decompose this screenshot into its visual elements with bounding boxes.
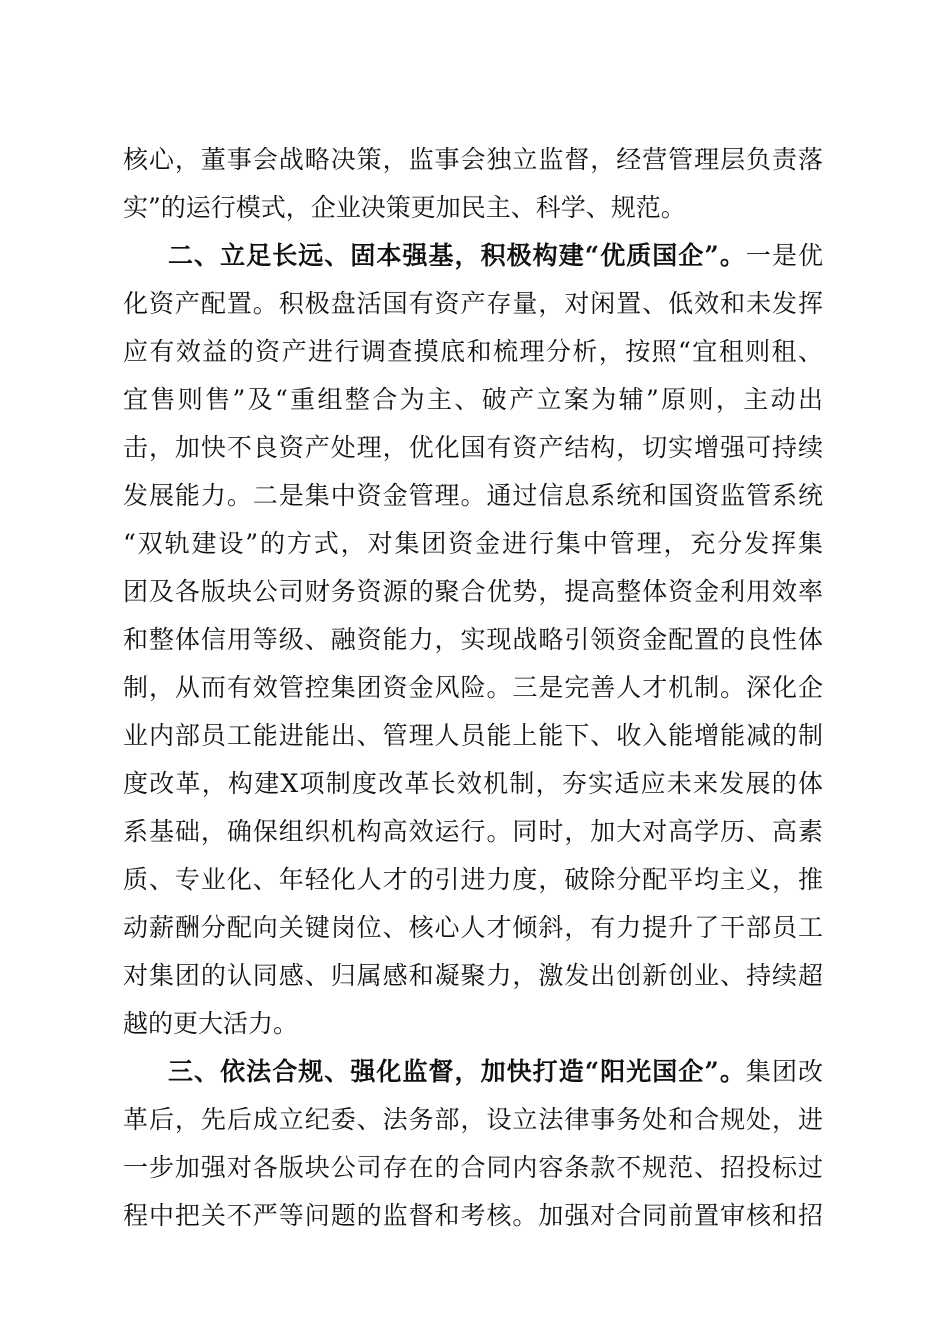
- text-line: 击，加快不良资产处理，优化国有资产结构，切实增强可持续: [123, 433, 823, 462]
- text-line: 发展能力。二是集中资金管理。通过信息系统和国资监管系统: [123, 481, 823, 510]
- text-line: 越的更大活力。: [123, 1009, 299, 1038]
- text-line: 应有效益的资产进行调查摸底和梳理分析，按照“宜租则租、: [123, 337, 823, 366]
- text-run: 一是优: [745, 241, 823, 270]
- text-line: 核心，董事会战略决策，监事会独立监督，经营管理层负责落: [123, 145, 823, 174]
- section-heading: 二、立足长远、固本强基，积极构建“优质国企”。: [168, 241, 746, 270]
- text-line: “双轨建设”的方式，对集团资金进行集中管理，充分发挥集: [123, 529, 823, 558]
- text-line: 和整体信用等级、融资能力，实现战略引领资金配置的良性体: [123, 625, 823, 654]
- text-line: 业内部员工能进能出、管理人员能上能下、收入能增能减的制: [123, 721, 823, 750]
- text-line: 系基础，确保组织机构高效运行。同时，加大对高学历、高素: [123, 817, 823, 846]
- text-line: 宜售则售”及“重组整合为主、破产立案为辅”原则，主动出: [123, 385, 823, 414]
- text-line: 实”的运行模式，企业决策更加民主、科学、规范。: [123, 193, 686, 222]
- section-heading: 三、依法合规、强化监督，加快打造“阳光国企”。: [168, 1057, 746, 1086]
- text-line: 革后，先后成立纪委、法务部，设立法律事务处和合规处，进: [123, 1105, 823, 1134]
- section-heading-line: [168, 1050, 823, 1094]
- text-line: 程中把关不严等问题的监督和考核。加强对合同前置审核和招: [123, 1201, 823, 1230]
- text-line: 质、专业化、年轻化人才的引进力度，破除分配平均主义，推: [123, 865, 823, 894]
- text-line: 一步加强对各版块公司存在的合同内容条款不规范、招投标过: [123, 1153, 823, 1182]
- text-line: 制，从而有效管控集团资金风险。三是完善人才机制。深化企: [123, 673, 823, 702]
- text-line: 动薪酬分配向关键岗位、核心人才倾斜，有力提升了干部员工: [123, 913, 823, 942]
- text-line: 对集团的认同感、归属感和凝聚力，激发出创新创业、持续超: [123, 961, 823, 990]
- text-line: 化资产配置。积极盘活国有资产存量，对闲置、低效和未发挥: [123, 289, 823, 318]
- text-run: 集团改: [745, 1057, 823, 1086]
- text-line: 度改革，构建X项制度改革长效机制，夯实适应未来发展的体: [123, 769, 823, 798]
- text-line: 团及各版块公司财务资源的聚合优势，提高整体资金利用效率: [123, 577, 823, 606]
- section-heading-line: [168, 234, 823, 278]
